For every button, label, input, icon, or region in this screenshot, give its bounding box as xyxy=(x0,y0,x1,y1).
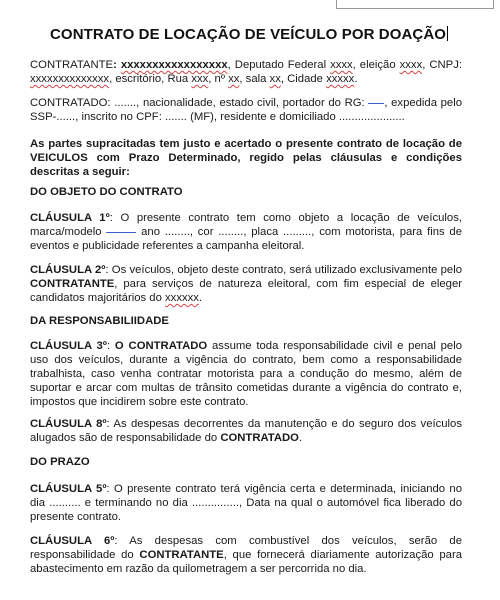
clause-5: CLÁUSULA 5º: O presente contrato terá vigência certa e determinada, iniciando no dia .......... e terminando no dia ..............., Data na qual o automóvel fica liberado do presente contrato. xyxy=(30,483,462,523)
paragraph-contratado: CONTRATADO: ......., nacionalidade, estado civil, portador do RG: , expedida pelo SSP-......, inscrito no CPF: ....... (MF), residente e domiciliado ..................... xyxy=(30,97,462,123)
paragraph-partes: As partes supracitadas tem justo e acertado o presente contrato de locação de VEICULOS com Prazo Determinado, regido pelas cláusulas e condições descritas a seguir: xyxy=(30,138,462,178)
blank-field xyxy=(106,231,136,233)
clause-3: CLÁUSULA 3º: O CONTRATADO assume toda responsabilidade civil e penal pelo uso dos veículos, durante a vigência do contrato, bem como a responsabilidade trabalhista, caso venha contratar motorista para a condução do mesmo, além de suportar e arcar com multas de trânsito cometidas durante a vigência do contrato e, impostos que incidirem sobre este contrato. xyxy=(30,340,463,408)
heading-responsabilidade: DA RESPONSABILIIDADE xyxy=(30,315,169,327)
document-title: CONTRATO DE LOCAÇÃO DE VEÍCULO POR DOAÇÃO xyxy=(50,26,447,43)
document-page xyxy=(30,0,463,575)
clause-1: CLÁUSULA 1º: O presente contrato tem como objeto a locação de veículos, marca/modelo ano ........, cor ........, placa ........., com motorista, para fins de eventos e publicidade referentes a campanha eleitoral. xyxy=(30,212,462,252)
heading-prazo: DO PRAZO xyxy=(30,456,90,468)
text-cursor xyxy=(447,26,448,41)
clause-8: CLÁUSULA 8º: As despesas decorrentes da manutenção e do seguro dos veículos alugados são de responsabilidade do CONTRATADO. xyxy=(30,418,462,444)
clause-2: CLÁUSULA 2º: Os veículos, objeto deste contrato, será utilizado exclusivamente pelo CONTRATANTE, para serviços de natureza eleitoral, com fim especial de eleger candidatos majoritários do xxxxxx. xyxy=(30,264,462,304)
heading-objeto: DO OBJETO DO CONTRATO xyxy=(30,186,183,198)
blank-field xyxy=(368,102,384,104)
paragraph-contratante: CONTRATANTE: xxxxxxxxxxxxxxxxx, Deputado Federal xxxx, eleição xxxx, CNPJ: xxxxxxxxxxxxxx, escritório, Rua xxx, nº xx, sala xx, Cidade xxxxx. xyxy=(30,59,462,85)
clause-6: CLÁUSULA 6º: As despesas com combustível dos veículos, serão de responsabilidade do CONTRATANTE, que fornecerá diariamente autorização para abastecimento em razão da quilometragem a ser percorrida no dia. xyxy=(30,535,462,575)
